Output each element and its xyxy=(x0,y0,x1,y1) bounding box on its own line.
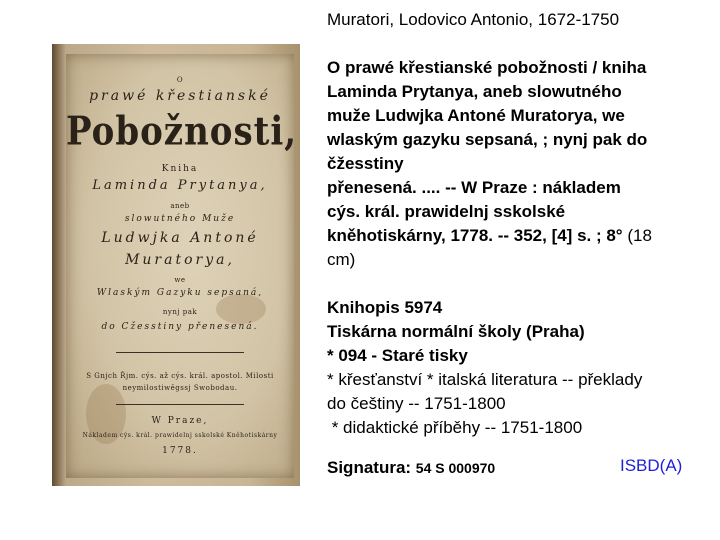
scan-rule xyxy=(116,352,244,353)
signature xyxy=(327,458,495,478)
scan-line: Nákladem cýs. král. prawidelnj sskolské Kněhotiskárny xyxy=(82,432,278,439)
scan-line: Wlaským Gazyku sepsaná, xyxy=(96,288,264,298)
scan-line: nynj pak xyxy=(162,308,198,316)
dimension-text: (18 xyxy=(622,226,652,245)
scan-line: neymilostiwěgssj Swobodau. xyxy=(122,384,238,392)
isbd-link[interactable]: ISBD(A) xyxy=(620,456,683,475)
title-line: Laminda Prytanya, aneb slowutného xyxy=(327,82,622,101)
scan-heading: Pobožnosti, xyxy=(66,109,298,155)
scan-line: do Cžesstiny přenesená. xyxy=(101,322,259,332)
scan-paper xyxy=(66,54,298,478)
scan-line: Ludwjka Antoné xyxy=(101,230,259,246)
author-heading xyxy=(327,8,619,32)
knihopis-ref: Knihopis 5974 xyxy=(327,298,443,317)
scan-line: we xyxy=(174,276,186,284)
scan-rule xyxy=(116,404,244,405)
author-name: Muratori, Lodovico Antonio, xyxy=(327,10,534,29)
title-line: muže Ludwjka Antoné Muratorya, we xyxy=(327,106,625,125)
signature-value: 54 S 000970 xyxy=(415,460,496,476)
dimension-text: cm) xyxy=(327,250,356,269)
title-line: čžesstiny xyxy=(327,154,404,173)
collection-name: * 094 - Staré tisky xyxy=(327,346,468,365)
scan-line: Muratorya, xyxy=(125,252,235,268)
title-line: kněhotiskárny, 1778. -- 352, [4] s. ; 8° xyxy=(327,226,623,245)
scan-line: S Gnjch Řjm. cýs. až cýs. král. apostol. Milosti xyxy=(86,372,274,380)
scan-line: aneb xyxy=(170,202,190,210)
scan-line: Laminda Prytanya, xyxy=(92,178,268,193)
title-statement xyxy=(327,56,652,272)
scan-line: W Praze, xyxy=(151,416,209,426)
author-dates: 1672-1750 xyxy=(537,10,620,29)
title-page-scan xyxy=(52,44,300,486)
printer-name: Tiskárna normální školy (Praha) xyxy=(327,322,585,341)
scan-line: Kniha xyxy=(161,164,199,174)
signature-label: Signatura: xyxy=(327,458,416,477)
scan-line: O xyxy=(176,76,184,84)
title-line: přenesená. .... -- W Praze : nákladem xyxy=(327,178,621,197)
title-line: cýs. král. prawidelnj sskolské xyxy=(327,202,566,221)
subject-line: * didaktické příběhy -- 1751-1800 xyxy=(327,418,583,437)
scan-line: prawé křestianské xyxy=(89,88,271,104)
subject-line: do češtiny -- 1751-1800 xyxy=(327,394,506,413)
title-line: O prawé křestianské pobožnosti / kniha xyxy=(327,58,647,77)
subject-line: * křesťanství * italská literatura -- překlady xyxy=(327,370,643,389)
notes-block xyxy=(327,296,642,440)
scan-line: slowutného Muže xyxy=(124,214,236,224)
title-line: wlaským gazyku sepsaná, ; nynj pak do xyxy=(327,130,648,149)
scan-line: 1778. xyxy=(162,446,198,456)
